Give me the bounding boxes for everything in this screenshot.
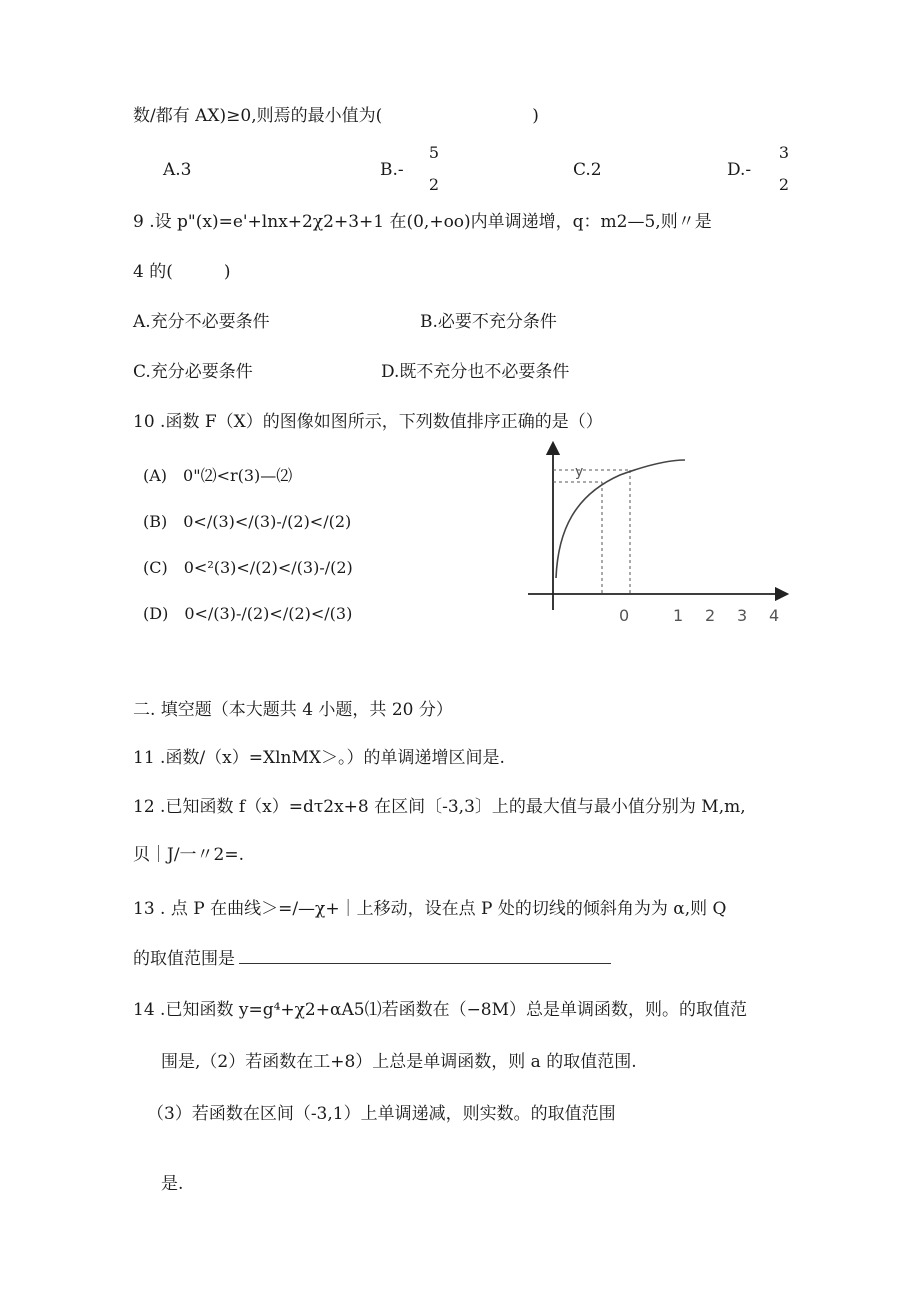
- q8-option-c: C.2: [573, 160, 602, 180]
- q14-line3: （3）若函数在区间（-3,1）上单调递减，则实数。的取值范围: [147, 1104, 616, 1124]
- q9-option-c: C.充分必要条件: [133, 362, 253, 382]
- q9-option-a: A.充分不必要条件: [133, 312, 270, 332]
- fraction-denominator: 2: [778, 175, 790, 194]
- q14-line4: 是.: [161, 1174, 184, 1194]
- q9-option-d: D.既不充分也不必要条件: [381, 362, 570, 382]
- fraction-numerator: 3: [778, 143, 790, 162]
- q13-line2: 的取值范围是: [133, 947, 611, 971]
- q10-stem: 10 .函数 F（X）的图像如图所示，下列数值排序正确的是（）: [133, 412, 603, 432]
- section-heading: 二. 填空题（本大题共 4 小题，共 20 分）: [133, 700, 453, 720]
- q8-option-d-prefix: D.-: [727, 160, 752, 180]
- graph-x-label-1: 1: [673, 606, 684, 625]
- q10-option-d: (D) 0</(3)-/(2)</(2)</(3): [143, 604, 353, 623]
- graph-x-label-0: 0: [619, 606, 630, 625]
- graph-x-label-3: 3: [737, 606, 748, 625]
- q12-line2: 贝｜J/一〃2=.: [133, 845, 245, 865]
- q8-option-b-fraction: [424, 143, 444, 195]
- graph-y-label: y: [575, 464, 584, 480]
- q8-stem: 数/都有 AX)≥0,则焉的最小值为( ): [133, 106, 539, 126]
- q12-line1: 12 .已知函数 f（x）=dτ2x+8 在区间〔-3,3〕上的最大值与最小值分别为 M,m,: [133, 797, 746, 817]
- graph-x-label-4: 4: [769, 606, 780, 625]
- q8-option-d-fraction: [774, 143, 794, 195]
- answer-blank[interactable]: [239, 947, 611, 964]
- q8-option-a: A.3: [163, 160, 192, 180]
- q10-option-c: (C) 0<²(3)</(2)</(3)-/(2): [143, 558, 353, 577]
- q10-option-b: (B) 0</(3)</(3)-/(2)</(2): [143, 512, 352, 531]
- q14-line1: 14 .已知函数 y=g⁴+χ2+αA5⑴若函数在（−8M）总是单调函数，则。的取值范: [133, 1000, 748, 1020]
- q10-option-a: (A) 0"⑵<r(3)—⑵: [143, 466, 293, 485]
- function-graph: [520, 440, 800, 630]
- q13-line1: 13 . 点 P 在曲线＞=/—χ+｜上移动，设在点 P 处的切线的倾斜角为为 α,则 Q: [133, 899, 727, 919]
- graph-x-label-2: 2: [705, 606, 716, 625]
- q9-option-b: B.必要不充分条件: [420, 312, 557, 332]
- q11-text: 11 .函数/（x）=XlnMX＞。）的单调递增区间是.: [133, 748, 505, 768]
- q14-line2: 围是,（2）若函数在工+8）上总是单调函数，则 a 的取值范围.: [161, 1052, 637, 1072]
- q9-line1: 9 .设 p"(x)=e'+lnx+2χ2+3+1 在(0,+oo)内单调递增，q：m2—5,则〃是: [133, 212, 712, 232]
- q8-option-b-prefix: B.-: [380, 160, 404, 180]
- q9-line2: 4 的( ): [133, 262, 231, 282]
- fraction-denominator: 2: [428, 175, 440, 194]
- fraction-numerator: 5: [428, 143, 440, 162]
